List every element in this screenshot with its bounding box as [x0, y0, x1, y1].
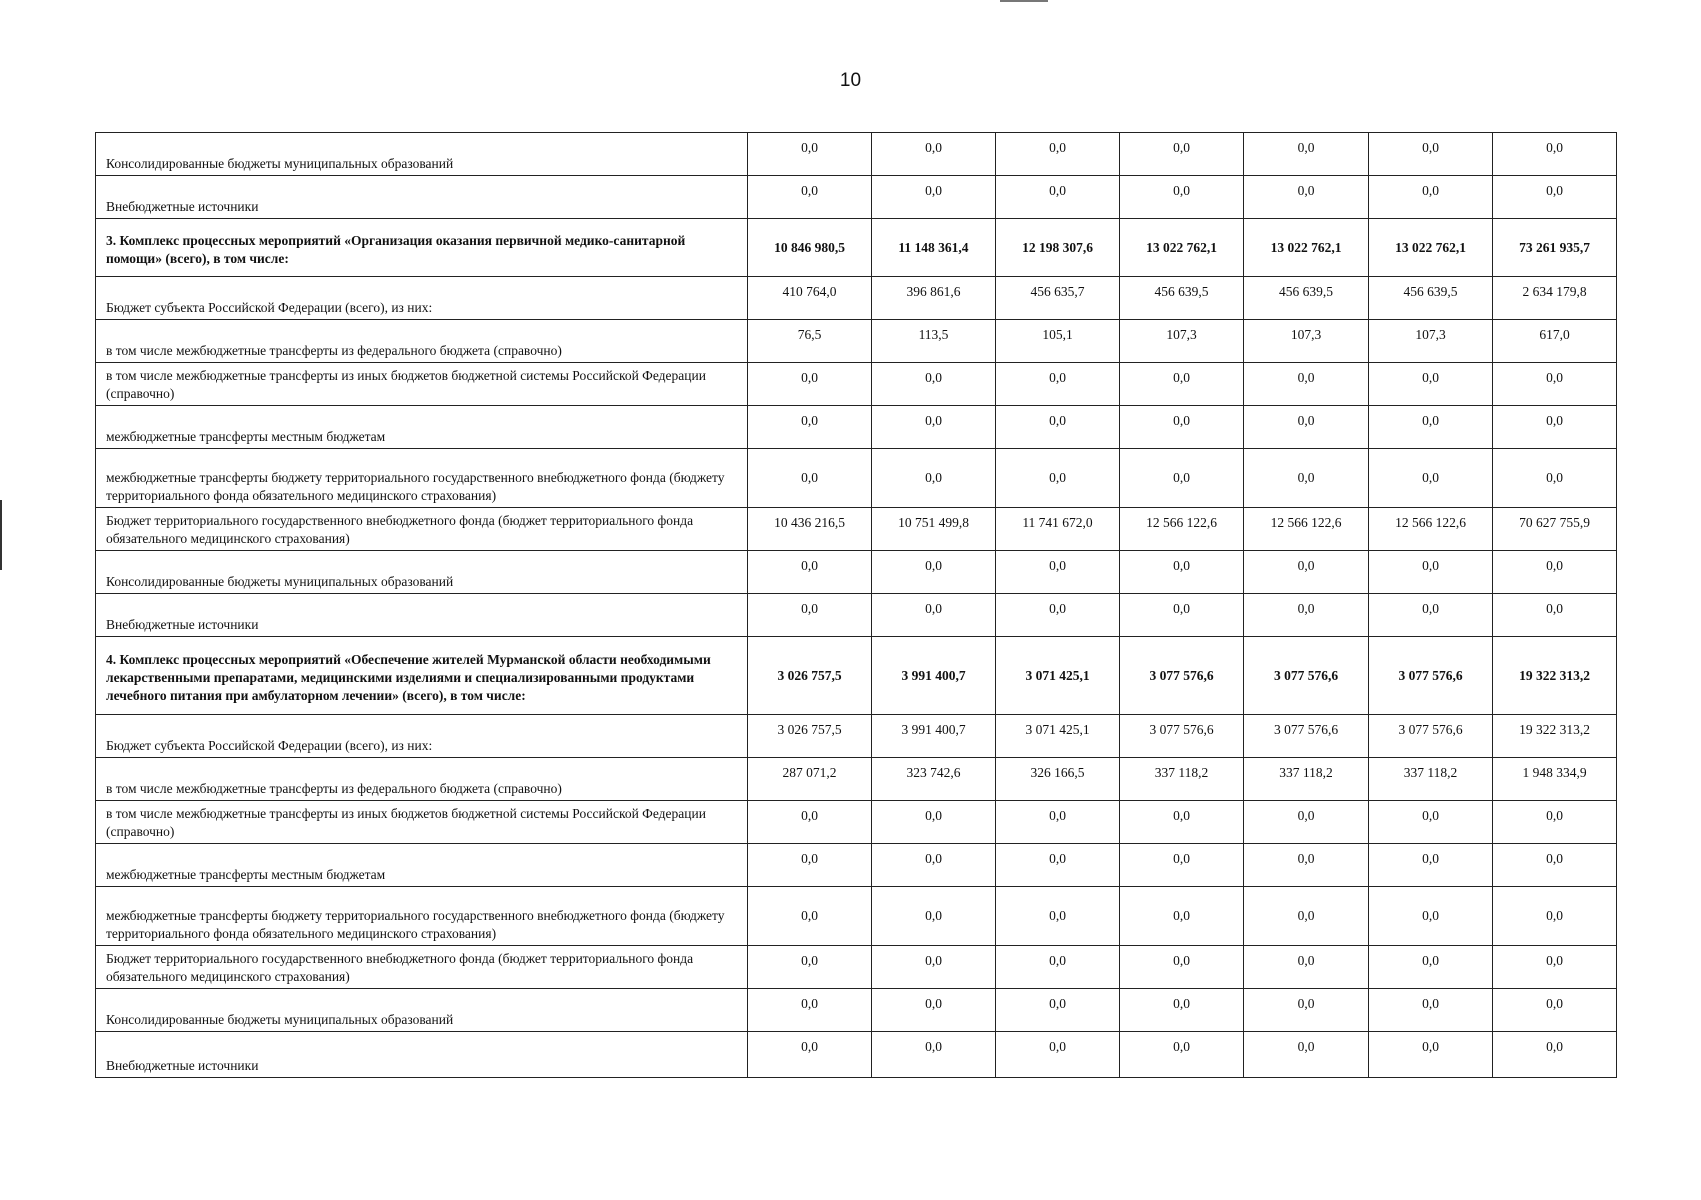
table-row [96, 277, 1617, 320]
value-cell: 0,0 [1244, 844, 1369, 887]
row-label: межбюджетные трансферты бюджету территориального государственного внебюджетного фонда (бюджету территориального фонда обязательного медицинского страхования) [96, 449, 748, 508]
value-cell: 0,0 [1493, 594, 1617, 637]
value-cell: 0,0 [996, 844, 1120, 887]
value-cell: 0,0 [1493, 449, 1617, 508]
value-cell: 12 566 122,6 [1244, 508, 1369, 551]
value-cell: 0,0 [1493, 406, 1617, 449]
row-label: межбюджетные трансферты бюджету территориального государственного внебюджетного фонда (бюджету территориального фонда обязательного медицинского страхования) [96, 887, 748, 946]
value-cell: 0,0 [1120, 946, 1244, 989]
value-cell: 3 991 400,7 [872, 715, 996, 758]
value-cell: 11 741 672,0 [996, 508, 1120, 551]
row-label: в том числе межбюджетные трансферты из иных бюджетов бюджетной системы Российской Федерации (справочно) [96, 363, 748, 406]
value-cell: 0,0 [1244, 989, 1369, 1032]
value-cell: 456 639,5 [1369, 277, 1493, 320]
value-cell: 0,0 [996, 176, 1120, 219]
value-cell: 73 261 935,7 [1493, 219, 1617, 277]
row-label: Консолидированные бюджеты муниципальных образований [96, 551, 748, 594]
value-cell: 0,0 [872, 989, 996, 1032]
value-cell: 0,0 [996, 406, 1120, 449]
value-cell: 456 639,5 [1244, 277, 1369, 320]
value-cell: 0,0 [872, 449, 996, 508]
value-cell: 3 077 576,6 [1120, 715, 1244, 758]
table-row [96, 320, 1617, 363]
budget-table-container [95, 132, 1617, 1078]
value-cell: 3 077 576,6 [1244, 637, 1369, 715]
table-row [96, 133, 1617, 176]
value-cell: 0,0 [1369, 551, 1493, 594]
value-cell: 0,0 [1493, 844, 1617, 887]
value-cell: 0,0 [748, 887, 872, 946]
value-cell: 0,0 [1120, 133, 1244, 176]
value-cell: 0,0 [1120, 801, 1244, 844]
value-cell: 0,0 [1244, 946, 1369, 989]
value-cell: 0,0 [1493, 133, 1617, 176]
value-cell: 0,0 [1493, 887, 1617, 946]
value-cell: 0,0 [748, 801, 872, 844]
value-cell: 0,0 [1244, 1032, 1369, 1078]
value-cell: 0,0 [1493, 1032, 1617, 1078]
value-cell: 3 077 576,6 [1369, 637, 1493, 715]
scan-mark-left [0, 500, 2, 570]
table-row [96, 363, 1617, 406]
budget-table-body [96, 133, 1617, 1078]
value-cell: 0,0 [1244, 801, 1369, 844]
value-cell: 19 322 313,2 [1493, 715, 1617, 758]
value-cell: 0,0 [1369, 946, 1493, 989]
value-cell: 19 322 313,2 [1493, 637, 1617, 715]
value-cell: 0,0 [1120, 594, 1244, 637]
value-cell: 0,0 [1244, 449, 1369, 508]
value-cell: 0,0 [748, 133, 872, 176]
value-cell: 0,0 [1369, 989, 1493, 1032]
value-cell: 0,0 [748, 844, 872, 887]
value-cell: 0,0 [996, 363, 1120, 406]
value-cell: 12 198 307,6 [996, 219, 1120, 277]
value-cell: 0,0 [748, 363, 872, 406]
value-cell: 3 071 425,1 [996, 637, 1120, 715]
value-cell: 287 071,2 [748, 758, 872, 801]
value-cell: 0,0 [1369, 133, 1493, 176]
value-cell: 0,0 [996, 449, 1120, 508]
table-row [96, 989, 1617, 1032]
value-cell: 0,0 [1493, 946, 1617, 989]
budget-table [95, 132, 1617, 1078]
value-cell: 0,0 [1244, 133, 1369, 176]
value-cell: 12 566 122,6 [1369, 508, 1493, 551]
value-cell: 107,3 [1120, 320, 1244, 363]
row-label: 4. Комплекс процессных мероприятий «Обеспечение жителей Мурманской области необходимыми лекарственными препаратами, медицинскими изделиями и специализированными продуктами лечебного питания при амбулаторном лечении» (всего), в том числе: [96, 637, 748, 715]
value-cell: 13 022 762,1 [1369, 219, 1493, 277]
value-cell: 0,0 [748, 1032, 872, 1078]
page-number: 10 [839, 70, 862, 91]
row-label: Внебюджетные источники [96, 1032, 748, 1078]
value-cell: 107,3 [1369, 320, 1493, 363]
row-label: Консолидированные бюджеты муниципальных образований [96, 989, 748, 1032]
value-cell: 0,0 [872, 844, 996, 887]
value-cell: 323 742,6 [872, 758, 996, 801]
table-row [96, 758, 1617, 801]
value-cell: 0,0 [1369, 594, 1493, 637]
value-cell: 3 026 757,5 [748, 637, 872, 715]
value-cell: 0,0 [996, 801, 1120, 844]
scan-mark-top [1000, 0, 1048, 2]
value-cell: 0,0 [1493, 551, 1617, 594]
value-cell: 0,0 [872, 801, 996, 844]
value-cell: 3 077 576,6 [1369, 715, 1493, 758]
value-cell: 0,0 [1244, 594, 1369, 637]
row-label: межбюджетные трансферты местным бюджетам [96, 406, 748, 449]
value-cell: 0,0 [996, 133, 1120, 176]
row-label: межбюджетные трансферты местным бюджетам [96, 844, 748, 887]
value-cell: 0,0 [1244, 406, 1369, 449]
value-cell: 0,0 [748, 946, 872, 989]
table-row [96, 594, 1617, 637]
table-row [96, 715, 1617, 758]
row-label: в том числе межбюджетные трансферты из иных бюджетов бюджетной системы Российской Федерации (справочно) [96, 801, 748, 844]
value-cell: 0,0 [996, 594, 1120, 637]
table-row [96, 551, 1617, 594]
table-row [96, 176, 1617, 219]
value-cell: 0,0 [872, 887, 996, 946]
value-cell: 0,0 [1493, 801, 1617, 844]
table-row [96, 508, 1617, 551]
value-cell: 105,1 [996, 320, 1120, 363]
value-cell: 0,0 [872, 1032, 996, 1078]
value-cell: 0,0 [1120, 176, 1244, 219]
table-row [96, 219, 1617, 277]
value-cell: 107,3 [1244, 320, 1369, 363]
value-cell: 0,0 [1369, 363, 1493, 406]
value-cell: 0,0 [872, 363, 996, 406]
value-cell: 0,0 [1244, 363, 1369, 406]
value-cell: 337 118,2 [1244, 758, 1369, 801]
value-cell: 0,0 [1369, 887, 1493, 946]
value-cell: 0,0 [1244, 887, 1369, 946]
value-cell: 0,0 [1369, 449, 1493, 508]
value-cell: 3 077 576,6 [1244, 715, 1369, 758]
table-row [96, 844, 1617, 887]
table-row [96, 887, 1617, 946]
value-cell: 3 071 425,1 [996, 715, 1120, 758]
value-cell: 326 166,5 [996, 758, 1120, 801]
value-cell: 0,0 [1369, 801, 1493, 844]
row-label: 3. Комплекс процессных мероприятий «Организация оказания первичной медико-санитарной помощи» (всего), в том числе: [96, 219, 748, 277]
value-cell: 0,0 [1369, 1032, 1493, 1078]
value-cell: 0,0 [748, 594, 872, 637]
value-cell: 0,0 [996, 551, 1120, 594]
value-cell: 0,0 [1120, 989, 1244, 1032]
value-cell: 0,0 [996, 887, 1120, 946]
table-row [96, 449, 1617, 508]
value-cell: 337 118,2 [1120, 758, 1244, 801]
value-cell: 0,0 [1120, 551, 1244, 594]
value-cell: 1 948 334,9 [1493, 758, 1617, 801]
value-cell: 0,0 [872, 133, 996, 176]
value-cell: 0,0 [1120, 844, 1244, 887]
value-cell: 0,0 [872, 406, 996, 449]
row-label: в том числе межбюджетные трансферты из федерального бюджета (справочно) [96, 758, 748, 801]
value-cell: 0,0 [872, 176, 996, 219]
value-cell: 0,0 [996, 1032, 1120, 1078]
value-cell: 11 148 361,4 [872, 219, 996, 277]
value-cell: 0,0 [996, 989, 1120, 1032]
value-cell: 0,0 [1244, 551, 1369, 594]
value-cell: 0,0 [1369, 844, 1493, 887]
value-cell: 456 635,7 [996, 277, 1120, 320]
row-label: Бюджет территориального государственного внебюджетного фонда (бюджет территориального фонда обязательного медицинского страхования) [96, 946, 748, 989]
value-cell: 0,0 [1120, 406, 1244, 449]
value-cell: 13 022 762,1 [1120, 219, 1244, 277]
value-cell: 0,0 [1369, 406, 1493, 449]
value-cell: 0,0 [996, 946, 1120, 989]
value-cell: 0,0 [1369, 176, 1493, 219]
value-cell: 12 566 122,6 [1120, 508, 1244, 551]
row-label: Бюджет субъекта Российской Федерации (всего), из них: [96, 277, 748, 320]
value-cell: 3 026 757,5 [748, 715, 872, 758]
value-cell: 0,0 [1120, 363, 1244, 406]
value-cell: 3 991 400,7 [872, 637, 996, 715]
value-cell: 410 764,0 [748, 277, 872, 320]
value-cell: 0,0 [1493, 989, 1617, 1032]
value-cell: 0,0 [748, 449, 872, 508]
row-label: Внебюджетные источники [96, 176, 748, 219]
value-cell: 337 118,2 [1369, 758, 1493, 801]
value-cell: 10 751 499,8 [872, 508, 996, 551]
table-row [96, 801, 1617, 844]
row-label: в том числе межбюджетные трансферты из федерального бюджета (справочно) [96, 320, 748, 363]
value-cell: 0,0 [748, 176, 872, 219]
value-cell: 3 077 576,6 [1120, 637, 1244, 715]
table-row [96, 1032, 1617, 1078]
value-cell: 10 436 216,5 [748, 508, 872, 551]
value-cell: 13 022 762,1 [1244, 219, 1369, 277]
row-label: Бюджет субъекта Российской Федерации (всего), из них: [96, 715, 748, 758]
value-cell: 0,0 [1120, 1032, 1244, 1078]
row-label: Консолидированные бюджеты муниципальных образований [96, 133, 748, 176]
value-cell: 10 846 980,5 [748, 219, 872, 277]
value-cell: 0,0 [748, 989, 872, 1032]
row-label: Внебюджетные источники [96, 594, 748, 637]
value-cell: 113,5 [872, 320, 996, 363]
value-cell: 0,0 [748, 406, 872, 449]
value-cell: 76,5 [748, 320, 872, 363]
value-cell: 617,0 [1493, 320, 1617, 363]
value-cell: 396 861,6 [872, 277, 996, 320]
value-cell: 0,0 [1493, 363, 1617, 406]
table-row [96, 637, 1617, 715]
value-cell: 0,0 [1244, 176, 1369, 219]
value-cell: 2 634 179,8 [1493, 277, 1617, 320]
table-row [96, 946, 1617, 989]
value-cell: 0,0 [1493, 176, 1617, 219]
value-cell: 0,0 [872, 551, 996, 594]
value-cell: 0,0 [872, 946, 996, 989]
row-label: Бюджет территориального государственного внебюджетного фонда (бюджет территориального фонда обязательного медицинского страхования) [96, 508, 748, 551]
value-cell: 456 639,5 [1120, 277, 1244, 320]
value-cell: 0,0 [1120, 887, 1244, 946]
value-cell: 0,0 [872, 594, 996, 637]
value-cell: 0,0 [748, 551, 872, 594]
table-row [96, 406, 1617, 449]
value-cell: 0,0 [1120, 449, 1244, 508]
value-cell: 70 627 755,9 [1493, 508, 1617, 551]
